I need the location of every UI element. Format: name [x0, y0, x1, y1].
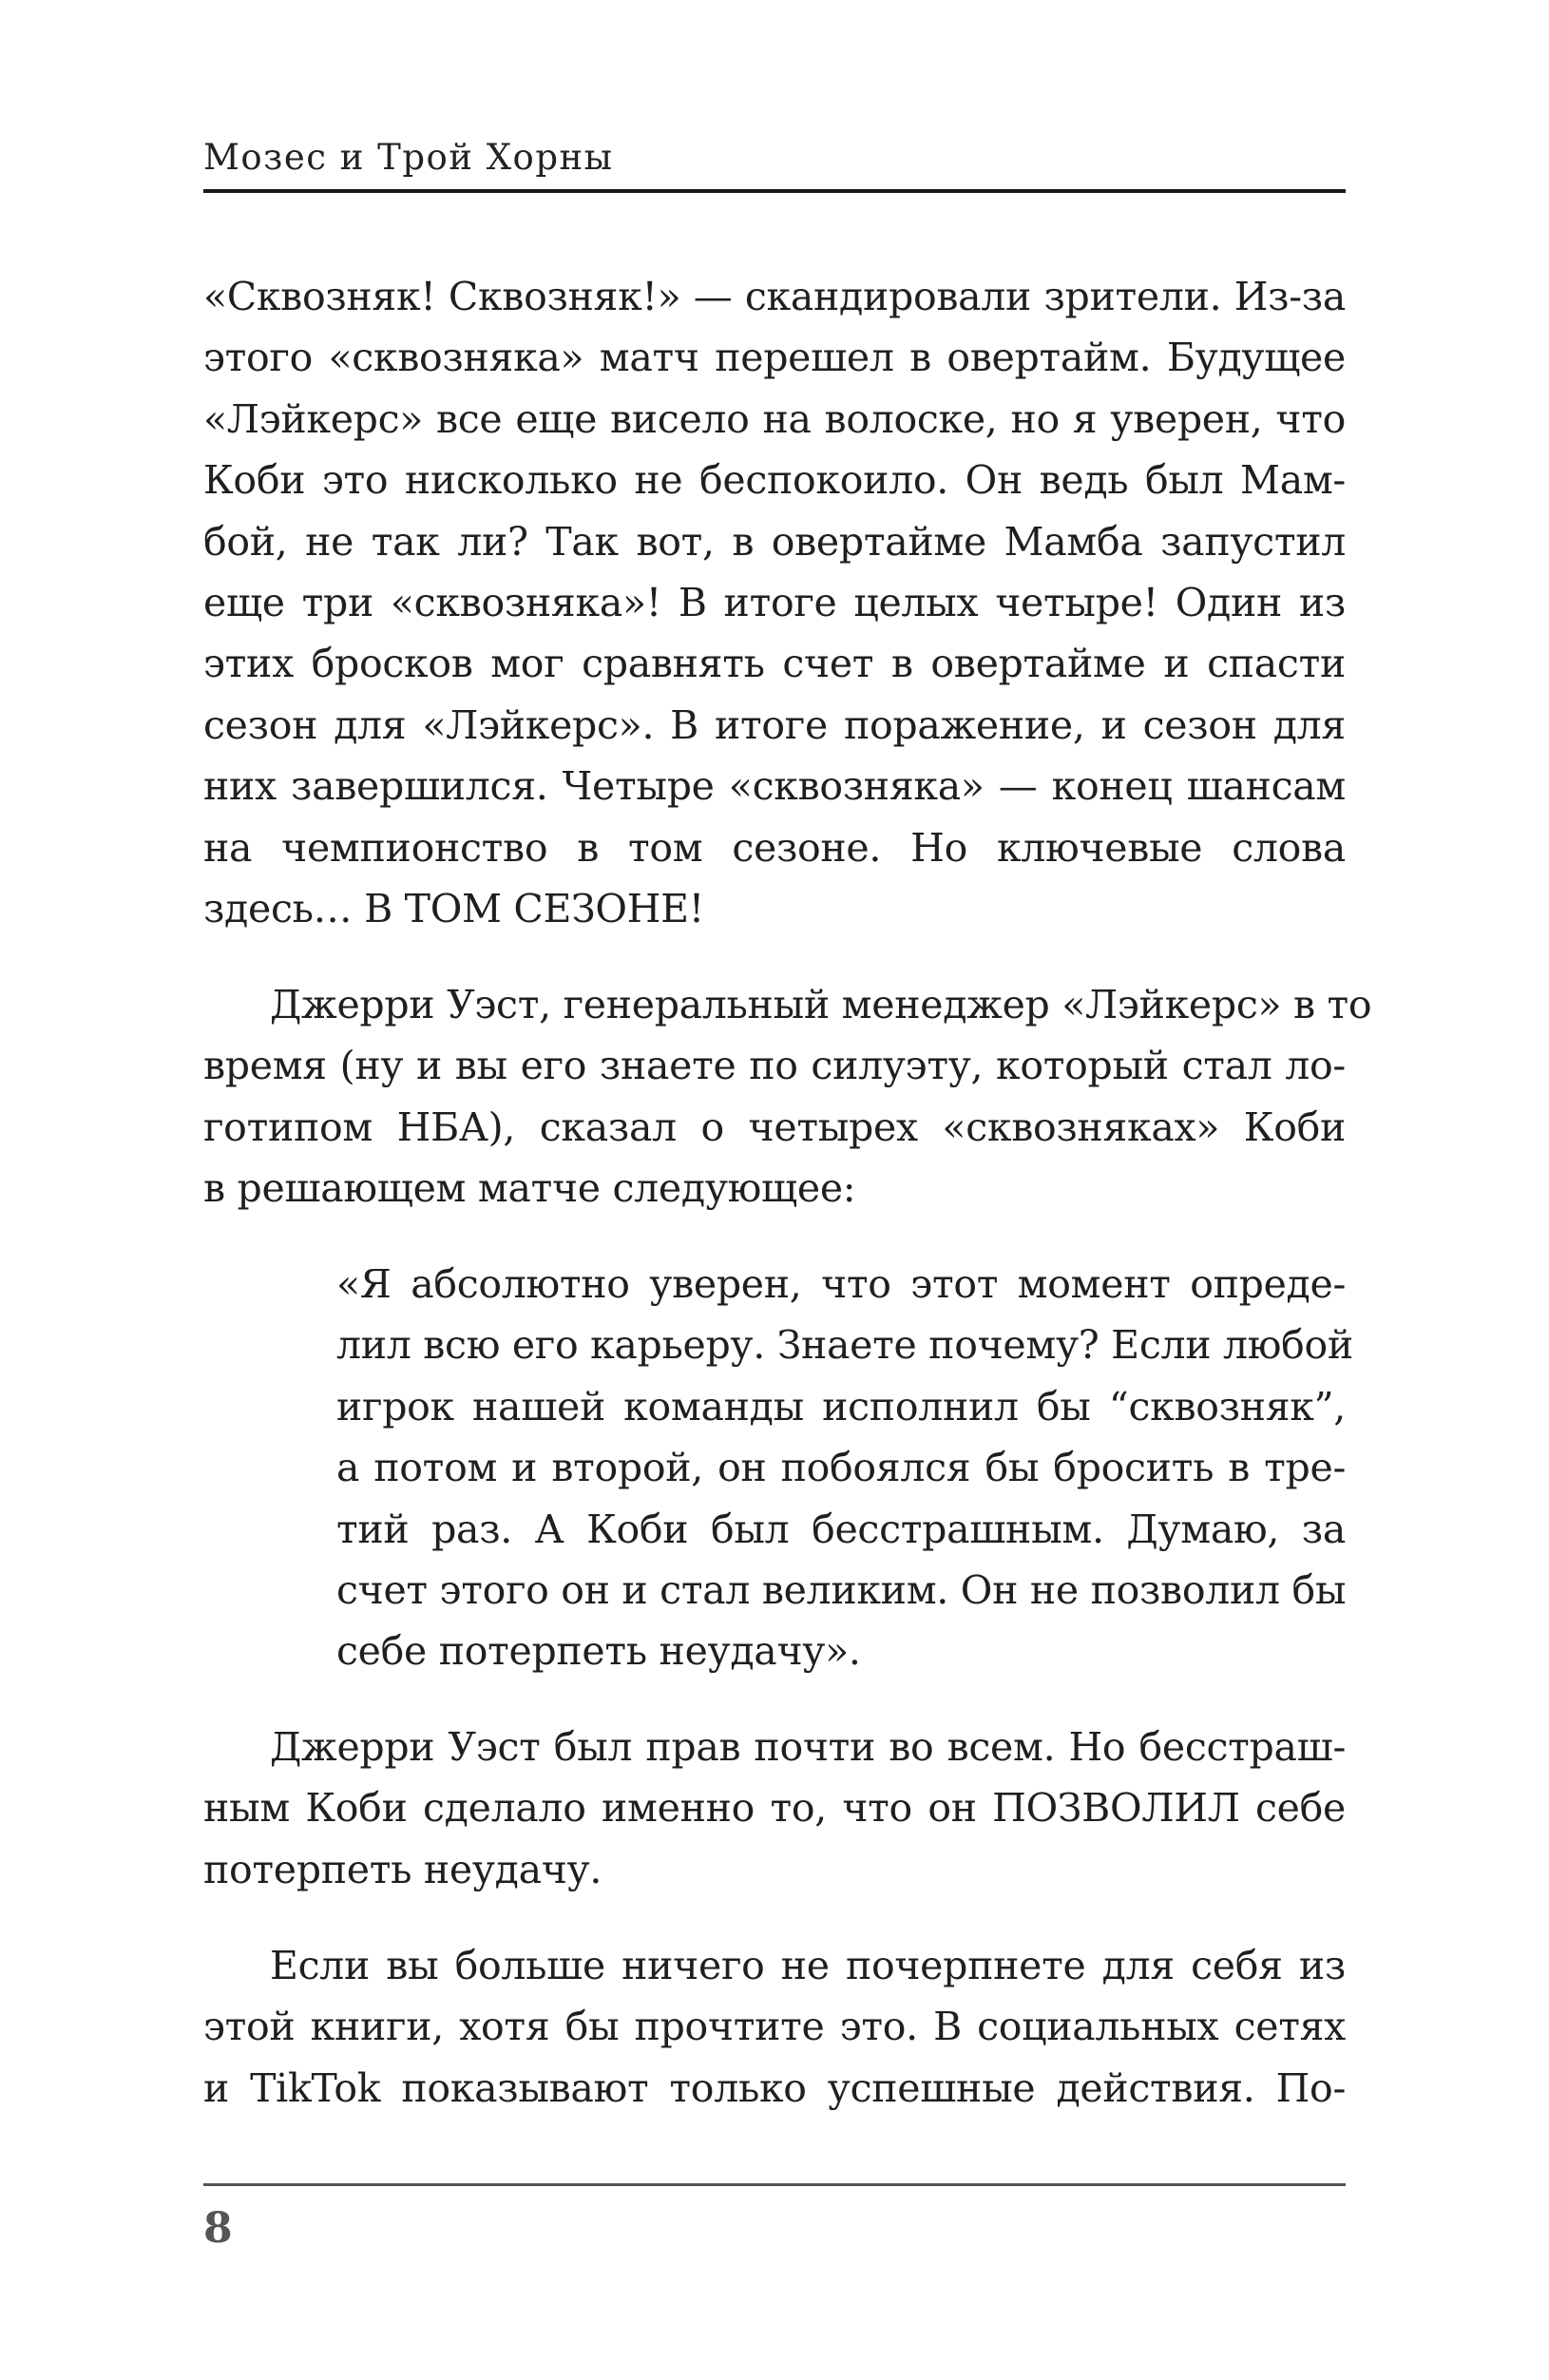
- text-line: Коби это нисколько не беспокоило. Он ведь был Мам-: [203, 457, 1346, 504]
- text-line: готипом НБА), сказал о четырех «сквозняках» Коби: [203, 1104, 1346, 1150]
- text-line: ным Коби сделало именно то, что он ПОЗВОЛИЛ себе: [203, 1785, 1346, 1832]
- page-number: 8: [203, 2204, 233, 2253]
- text-line: на чемпионство в том сезоне. Но ключевые слова: [203, 824, 1346, 871]
- block-quote: [336, 1254, 1353, 1682]
- text-line: и TikTok показывают только успешные действия. По-: [203, 2064, 1346, 2111]
- quote-line: а потом и второй, он побоялся бы бросить в тре-: [336, 1445, 1346, 1491]
- quote-line: себе потерпеть неудачу».: [336, 1628, 861, 1675]
- text-line: этой книги, хотя бы прочтите это. В социальных сетях: [203, 2004, 1346, 2050]
- text-line: «Сквозняк! Сквозняк!» — скандировали зрители. Из-за: [203, 274, 1346, 319]
- quote-line: «Я абсолютно уверен, что этот момент опреде-: [336, 1261, 1346, 1307]
- text-line: Джерри Уэст был прав почти во всем. Но бесстраш-: [270, 1724, 1346, 1770]
- quote-line: игрок нашей команды исполнил бы “сквозняк”,: [336, 1383, 1346, 1430]
- text-line: Если вы больше ничего не почерпнете для себя из: [270, 1943, 1346, 1988]
- text-line: в решающем матче следующее:: [203, 1165, 856, 1212]
- text-line: этих бросков мог сравнять счет в овертайме и спасти: [203, 641, 1346, 687]
- text-line: еще три «сквозняка»! В итоге целых четыре! Один из: [203, 579, 1346, 625]
- footer-rule: [203, 2183, 1346, 2186]
- text-line: здесь… В ТОМ СЕЗОНЕ!: [203, 885, 704, 931]
- text-line: потерпеть неудачу.: [203, 1846, 602, 1892]
- paragraph-1: [203, 266, 1346, 939]
- paragraph-3: [203, 1717, 1346, 1900]
- text-line: время (ну и вы его знаете по силуэту, который стал ло-: [203, 1043, 1346, 1089]
- text-line: бой, не так ли? Так вот, в овертайме Мамба запустил: [203, 518, 1346, 565]
- paragraph-4: [203, 1935, 1346, 2119]
- text-line: них завершился. Четыре «сквозняка» — конец шансам: [203, 763, 1346, 810]
- text-line: сезон для «Лэйкерс». В итоге поражение, и сезон для: [203, 701, 1346, 748]
- text-line: Джерри Уэст, генеральный менеджер «Лэйкерс» в то: [270, 982, 1372, 1027]
- quote-line: тий раз. А Коби был бесстрашным. Думаю, за: [336, 1506, 1346, 1552]
- quote-line: счет этого он и стал великим. Он не позволил бы: [336, 1566, 1347, 1613]
- running-head-title: Мозес и Трой Хорны: [203, 137, 614, 178]
- text-line: этого «сквозняка» матч перешел в овертайм. Будущее: [203, 335, 1346, 381]
- header-rule: [203, 189, 1346, 193]
- text-line: «Лэйкерс» все еще висело на волоске, но я уверен, что: [203, 395, 1346, 442]
- quote-line: лил всю его карьеру. Знаете почему? Если любой: [336, 1322, 1353, 1369]
- paragraph-2: [203, 974, 1372, 1219]
